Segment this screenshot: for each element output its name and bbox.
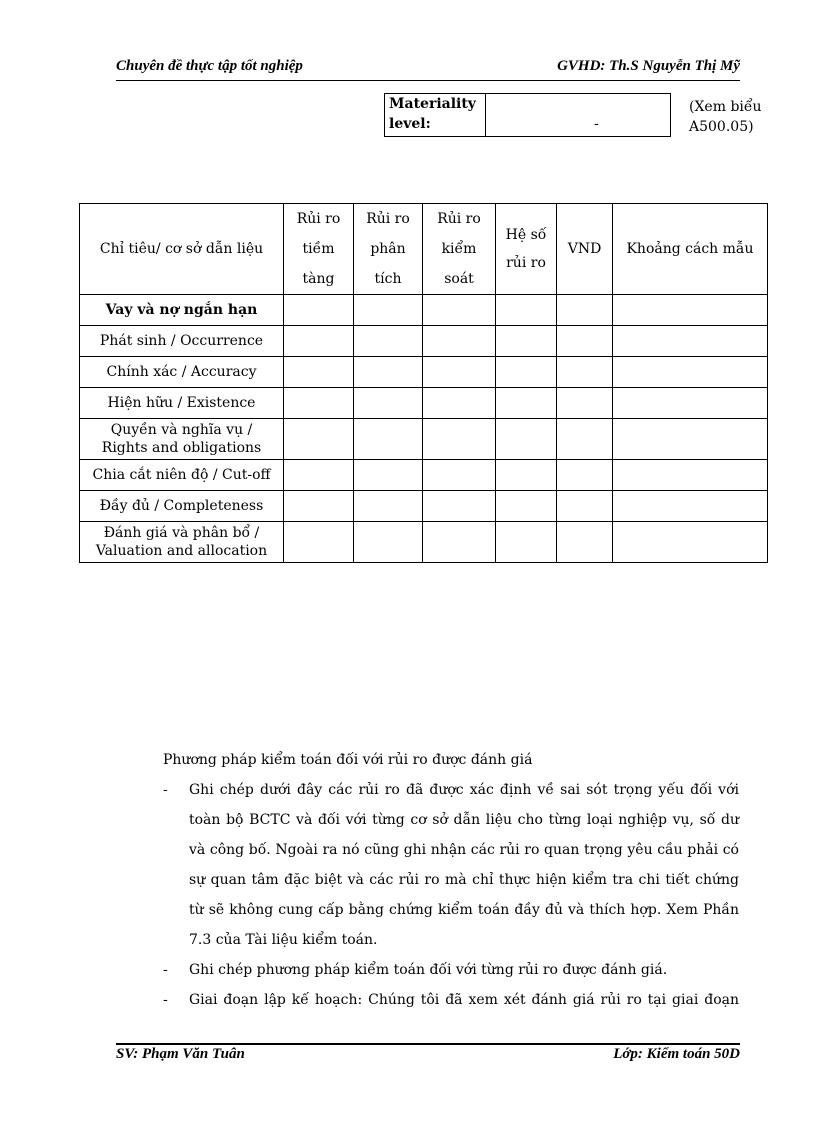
table-row [80,326,768,357]
header-document-title: Chuyên đề thực tập tốt nghiệp [116,58,303,74]
list-item: - Ghi chép phương pháp kiểm toán đối với từng rủi ro được đánh giá. [163,955,739,985]
list-item: - Giai đoạn lập kế hoạch: Chúng tôi đã xem xét đánh giá rủi ro tại giai đoạn [163,985,739,1015]
row-label: Quyền và nghĩa vụ / Rights and obligations [80,419,284,460]
body-section [163,745,739,1015]
materiality-label: Materiality level: [385,94,486,137]
row-label: Chia cắt niên độ / Cut-off [80,460,284,491]
table-row [80,295,768,326]
row-label: Chính xác / Accuracy [80,357,284,388]
section-intro: Phương pháp kiểm toán đối với rủi ro được đánh giá [163,752,533,768]
table-row [80,357,768,388]
materiality-value: - [594,116,599,132]
column-header-sample-interval: Khoảng cách mẫu [613,204,768,295]
bullet-marker: - [163,782,168,798]
table-header-row [80,204,768,295]
table-row [80,491,768,522]
materiality-reference: (Xem biểu A500.05) [689,99,762,135]
materiality-table [384,93,671,137]
row-label: Đánh giá và phân bổ / Valuation and allocation [80,522,284,563]
footer-divider [116,1043,740,1045]
table-row [80,388,768,419]
bullet-marker: - [163,992,168,1008]
header-supervisor: GVHD: Th.S Nguyễn Thị Mỹ [557,58,740,74]
risk-assessment-table [79,203,768,563]
header-divider [116,80,740,81]
footer-student: SV: Phạm Văn Tuân [116,1046,245,1062]
column-header-control-risk: Rủi ro kiểm soát [423,204,496,295]
column-header-inherent-risk: Rủi ro tiềm tàng [284,204,354,295]
column-header-criteria: Chỉ tiêu/ cơ sở dẫn liệu [80,204,284,295]
footer-class: Lớp: Kiểm toán 50D [613,1046,740,1062]
bullet-list [163,775,739,1015]
page-footer [116,1046,740,1066]
row-label: Phát sinh / Occurrence [80,326,284,357]
list-item: - Ghi chép dưới đây các rủi ro đã được xác định về sai sót trọng yếu đối với toàn bộ BCTC và đối với từng cơ sở dẫn liệu cho từng loại nghiệp vụ, số dư và công bố. Ngoài ra nó cũng ghi nhận các rủi ro quan trọng yêu cầu phải có sự quan tâm đặc biệt và các rủi ro mà chỉ thực hiện kiểm tra chi tiết chứng từ sẽ không cung cấp bằng chứng kiểm toán đầy đủ và thích hợp. Xem Phần 7.3 của Tài liệu kiểm toán. [163,775,739,955]
bullet-marker: - [163,962,168,978]
column-header-risk-factor: Hệ số rủi ro [496,204,557,295]
row-label: Hiện hữu / Existence [80,388,284,419]
row-label: Vay và nợ ngắn hạn [80,295,284,326]
table-row [80,419,768,460]
page-header [116,58,740,78]
table-row [80,460,768,491]
row-label: Đầy đủ / Completeness [80,491,284,522]
table-row [80,522,768,563]
materiality-value-cell [486,94,671,137]
column-header-analytical-risk: Rủi ro phân tích [354,204,423,295]
column-header-vnd: VND [557,204,613,295]
